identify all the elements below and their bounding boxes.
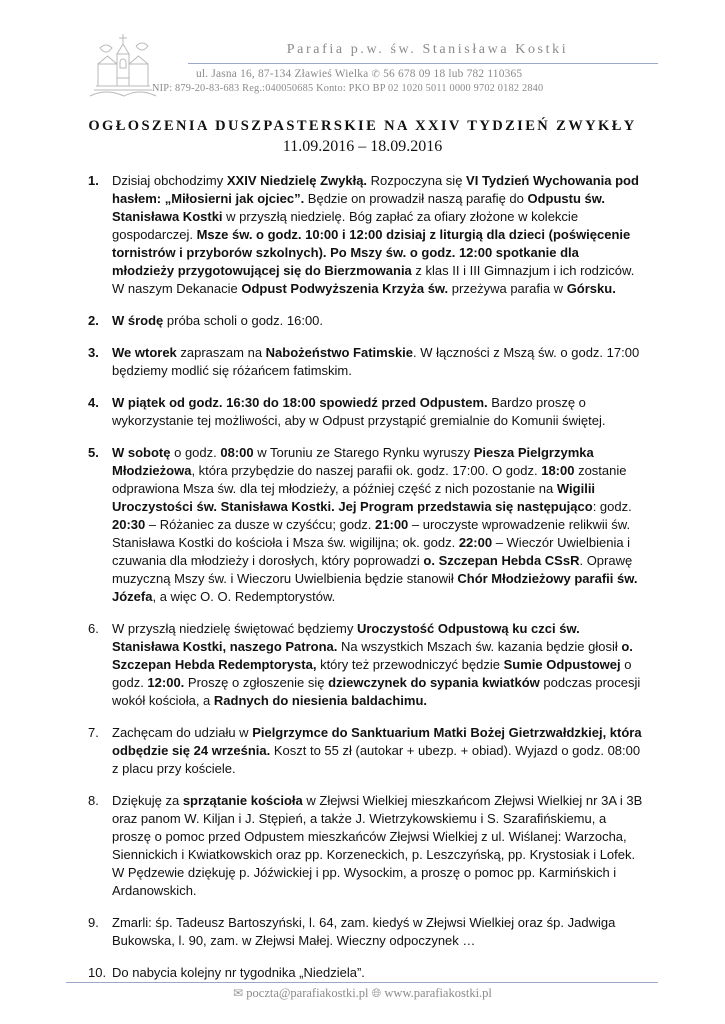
announcement-fragment: , a więc O. O. Redemptorystów.: [152, 589, 336, 604]
announcement-emphasis: 08:00: [220, 445, 254, 460]
announcement-fragment: o godz.: [170, 445, 221, 460]
announcement-fragment: Rozpoczyna się: [367, 173, 467, 188]
announcement-number: 1.: [88, 173, 99, 188]
announcement-emphasis: Wigilii Uroczystości św. Stanisława Kostki. Jej Program przedstawia się następująco: [112, 481, 596, 514]
announcement-emphasis: Chór Młodzieżowy parafii św. Józefa: [112, 571, 638, 604]
announcement-fragment: w Toruniu ze Starego Rynku wyruszy: [253, 445, 474, 460]
announcement-fragment: – Wieczór Uwielbienia i czuwania dla młodzieży i dorosłych, który poprowadzi: [112, 535, 631, 568]
announcement-item: [84, 964, 644, 982]
announcement-fragment: . Oprawę muzyczną Mszy św. i Wieczoru Uwielbienia będzie stanowił: [112, 553, 633, 586]
announcement-emphasis: Msze św. o godz. 10:00 i 12:00 dzisiaj z liturgią dla dzieci (poświęcenie tornistrów i przyborów szkolnych). Po Mszy św. o godz. 12:00 spotkanie dla młodzieży przygotowującej się do Bierzmowania: [112, 227, 631, 278]
announcement-text: [112, 793, 642, 898]
envelope-icon: ✉: [233, 986, 244, 1000]
parish-address: ul. Jasna 16, 87-134 Zławieś Wielka: [196, 68, 369, 80]
announcement-number: 9.: [88, 915, 99, 930]
announcement-text: [112, 173, 639, 296]
announcement-item: [84, 444, 644, 606]
announcement-emphasis: o. Szczepan Hebda CSsR: [423, 553, 580, 568]
announcement-emphasis: sprzątanie kościoła: [182, 793, 303, 808]
announcement-number: 10.: [88, 965, 107, 980]
announcement-number: 2.: [88, 313, 99, 328]
announcement-number: 8.: [88, 793, 99, 808]
announcement-number: 4.: [88, 395, 99, 410]
announcement-fragment: przeżywa parafia w: [448, 281, 567, 296]
footer-divider: [66, 982, 658, 983]
announcement-fragment: zapraszam na: [176, 345, 266, 360]
announcement-fragment: Koszt to 55 zł (autokar + ubezp. + obiad). Wyjazd o godz. 08:00 z placu przy kościele.: [112, 743, 641, 776]
announcement-fragment: w Złejwsi Wielkiej mieszkańcom Złejwsi Wielkiej nr 3A i 3B oraz panom W. Kiljan i J. Stępień, a także J. Wietrzykowskiemu i S. Szarafińskiemu, a proszę o pomoc przed Odpustem mieszkańców Złejwsi Wielkiej z ul. Wiślanej: Warzocha, Siennickich i Kwiatkowskich oraz pp. Korzeneckich, p. Leszczyńską, pp. Krystosiak i Lofek. W Pędzewie dziękuję p. Jóźwickiej i pp. Wysockim, a proszę o pomoc pp. Karmińskich i Ardanowskich.: [112, 793, 643, 898]
announcement-text: [112, 395, 605, 428]
parish-logo: [86, 30, 160, 104]
announcement-text: [112, 915, 615, 948]
announcement-emphasis: Radnych do niesienia baldachimu.: [213, 693, 427, 708]
announcement-emphasis: W sobotę: [112, 445, 171, 460]
announcement-fragment: W przyszłą niedzielę świętować będziemy: [112, 621, 357, 636]
announcement-emphasis: W środę: [112, 313, 164, 328]
header-divider: [188, 63, 658, 64]
announcement-item: [84, 914, 644, 950]
announcement-fragment: , która przybędzie do naszej parafii ok. godz. 17:00. O godz.: [191, 463, 542, 478]
announcement-emphasis: 22:00: [458, 535, 493, 550]
announcement-emphasis: XXIV Niedzielę Zwykłą.: [226, 173, 368, 188]
announcement-item: [84, 394, 644, 430]
announcement-number: 7.: [88, 725, 99, 740]
parish-phone: 56 678 09 18 lub 782 110365: [383, 68, 523, 80]
announcement-text: [112, 345, 639, 378]
footer-contact: [0, 986, 725, 1001]
announcement-item: [84, 620, 644, 710]
announcement-fragment: o godz.: [112, 657, 632, 690]
announcement-item: [84, 172, 644, 298]
announcement-fragment: . W łączności z Mszą św. o godz. 17:00 będziemy modlić się różańcem fatimskim.: [112, 345, 640, 378]
announcement-fragment: w przyszłą niedzielę. Bóg zapłać za ofiary złożone w kolekcie gospodarczej.: [112, 209, 579, 242]
announcements-list: [84, 172, 644, 996]
announcement-emphasis: Sumie Odpustowej: [503, 657, 621, 672]
announcement-emphasis: We wtorek: [112, 345, 177, 360]
announcement-fragment: Bardzo proszę o wykorzystanie tej możliwości, aby w Odpust przystąpić gremialnie do Komunii świętej.: [112, 395, 606, 428]
globe-icon: 🌐︎: [371, 986, 382, 1000]
announcement-emphasis: Piesza Pielgrzymka Młodzieżowa: [112, 445, 594, 478]
announcement-number: 6.: [88, 621, 99, 636]
announcement-number: 5.: [88, 445, 99, 460]
announcement-number: 3.: [88, 345, 99, 360]
announcement-fragment: podczas procesji wokół kościoła, a: [112, 675, 641, 708]
announcement-fragment: zostanie odprawiona Msza św. dla tej młodzieży, a później część z nich pozostanie na: [112, 463, 627, 496]
announcement-text: [112, 313, 323, 328]
announcement-item: [84, 724, 644, 778]
announcement-emphasis: 12:00.: [147, 675, 185, 690]
announcement-emphasis: 18:00: [541, 463, 575, 478]
parish-registry: NIP: 879-20-83-683 Reg.:040050685 Konto: PKO BP 02 1020 5011 0000 9702 0182 2840: [152, 83, 544, 94]
announcement-emphasis: 20:30: [112, 517, 146, 532]
announcement-fragment: Dzisiaj obchodzimy: [112, 173, 227, 188]
announcement-text: [112, 445, 637, 604]
announcement-fragment: Zmarli: śp. Tadeusz Bartoszyński, l. 64, zam. kiedyś w Złejwsi Wielkiej oraz śp. Jadwiga Bukowska, l. 90, zam. w Złejwsi Małej. Wieczny odpoczynek …: [112, 915, 616, 948]
announcement-fragment: próba scholi o godz. 16:00.: [163, 313, 324, 328]
announcement-emphasis: Odpustu św. Stanisława Kostki: [112, 191, 606, 224]
announcement-fragment: Dziękuję za: [112, 793, 183, 808]
footer-email[interactable]: poczta@parafiakostki.pl: [246, 986, 369, 1000]
announcement-emphasis: o. Szczepan Hebda Redemptorysta,: [112, 639, 633, 672]
announcement-item: [84, 344, 644, 380]
announcement-fragment: Proszę o zgłoszenie się: [184, 675, 329, 690]
announcement-item: [84, 312, 644, 330]
announcement-text: [112, 725, 642, 776]
announcement-emphasis: Nabożeństwo Fatimskie: [265, 345, 414, 360]
document-title: OGŁOSZENIA DUSZPASTERSKIE NA XXIV TYDZIEŃ ZWYKŁY: [88, 118, 637, 134]
announcement-emphasis: VI Tydzień Wychowania pod hasłem: „Miłosierni jak ojciec”.: [112, 173, 639, 206]
announcement-emphasis: 21:00: [375, 517, 409, 532]
announcement-fragment: – uroczyste wprowadzenie relikwii św. Stanisława Kostki do kościoła i Msza św. wigilijna; ok. godz.: [112, 517, 631, 550]
announcement-fragment: Zachęcam do udziału w: [112, 725, 253, 740]
announcement-fragment: Będzie on prowadził naszą parafię do: [304, 191, 528, 206]
parish-address-line: [196, 68, 522, 80]
announcement-emphasis: W piątek od godz. 16:30 do 18:00 spowiedź przed Odpustem.: [112, 395, 488, 410]
announcement-text: [112, 621, 640, 708]
announcement-fragment: – Różaniec za dusze w czyśćcu; godz.: [145, 517, 376, 532]
announcement-emphasis: Odpust Podwyższenia Krzyża św.: [241, 281, 449, 296]
announcement-text: [112, 965, 365, 980]
announcement-fragment: który też przewodniczyć będzie: [316, 657, 504, 672]
announcement-fragment: z klas II i III Gimnazjum i ich rodziców. W naszym Dekanacie: [112, 263, 635, 296]
document-date-range: 11.09.2016 – 18.09.2016: [282, 138, 443, 155]
announcement-emphasis: Uroczystość Odpustową ku czci św. Stanisława Kostki, naszego Patrona.: [112, 621, 580, 654]
phone-icon: ✆: [371, 69, 381, 80]
announcement-fragment: Do nabycia kolejny nr tygodnika „Niedziela”.: [112, 965, 365, 980]
announcement-item: [84, 792, 644, 900]
announcement-emphasis: Pielgrzymce do Sanktuarium Matki Bożej Gietrzwałdzkiej, która odbędzie się 24 września.: [112, 725, 642, 758]
announcement-emphasis: Górsku.: [566, 281, 616, 296]
announcement-fragment: Na wszystkich Mszach św. kazania będzie głosił: [337, 639, 622, 654]
parish-name: Parafia p.w. św. Stanisława Kostki: [286, 42, 569, 57]
announcement-emphasis: dziewczynek do sypania kwiatków: [328, 675, 540, 690]
announcement-fragment: : godz.: [592, 499, 632, 514]
footer-website[interactable]: www.parafiakostki.pl: [384, 986, 492, 1000]
